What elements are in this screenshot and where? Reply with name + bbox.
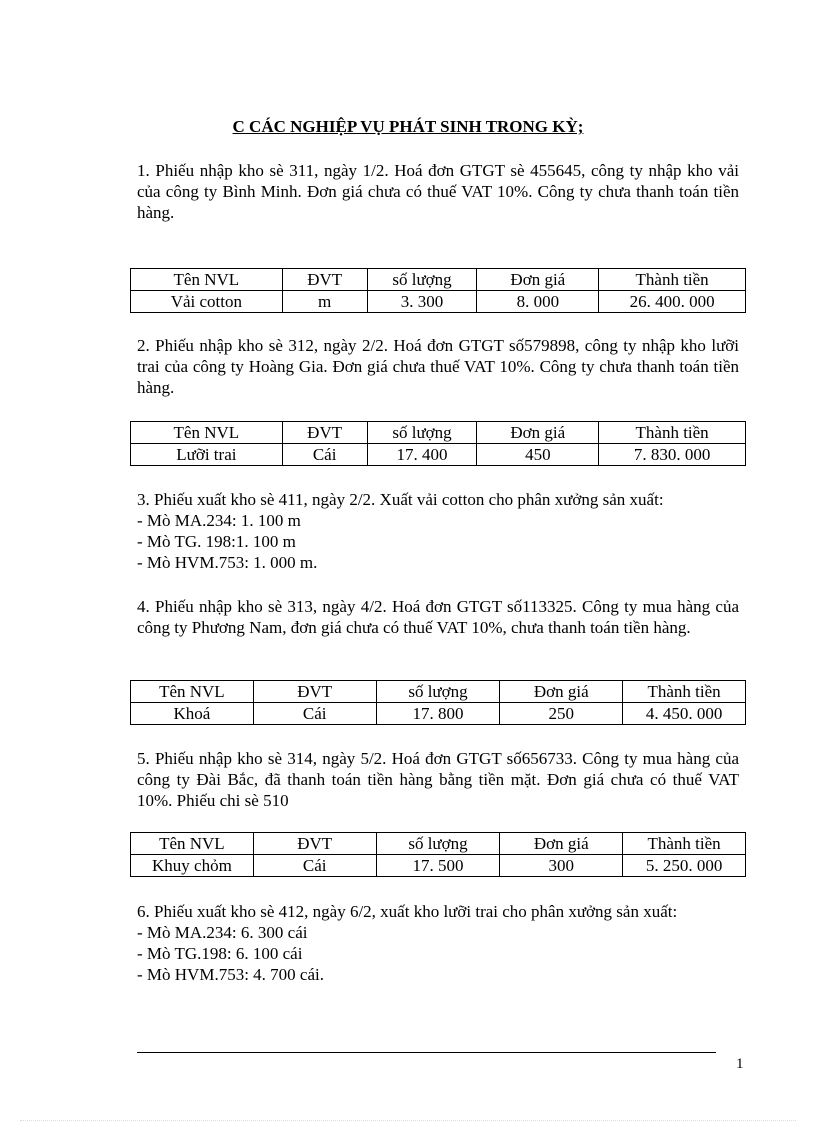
table-row — [131, 703, 746, 725]
cell-name: Khuy chỏm — [131, 855, 254, 877]
paragraph-line: 3. Phiếu xuất kho sè 411, ngày 2/2. Xuất vải cotton cho phân xưởng sản xuất: — [137, 490, 664, 509]
section-heading: C CÁC NGHIỆP VỤ PHÁT SINH TRONG KỲ; — [232, 117, 584, 136]
header-total: Thành tiền — [599, 422, 746, 444]
cell-unit: m — [282, 291, 367, 313]
cell-unit-price: 8. 000 — [477, 291, 599, 313]
cell-quantity: 17. 800 — [376, 703, 500, 725]
cell-total: 5. 250. 000 — [623, 855, 746, 877]
table-header-row — [131, 681, 746, 703]
list-item: - Mò HVM.753: 4. 700 cái. — [137, 965, 324, 984]
header-name: Tên NVL — [131, 833, 254, 855]
cell-unit: Cái — [253, 703, 376, 725]
cell-unit-price: 450 — [477, 444, 599, 466]
table-row — [131, 444, 746, 466]
cell-quantity: 17. 400 — [367, 444, 477, 466]
header-quantity: số lượng — [367, 269, 477, 291]
header-total: Thành tiền — [599, 269, 746, 291]
header-unit-price: Đơn giá — [500, 833, 623, 855]
paragraph-2: 2. Phiếu nhập kho sè 312, ngày 2/2. Hoá đơn GTGT số579898, công ty nhập kho lưỡi trai của công ty Hoàng Gia. Đơn giá chưa thuế VAT 10%. Công ty chưa thanh toán tiền hàng. — [137, 336, 739, 397]
header-quantity: số lượng — [367, 422, 477, 444]
header-total: Thành tiền — [623, 833, 746, 855]
paragraph-3 — [137, 489, 739, 573]
list-item: - Mò MA.234: 6. 300 cái — [137, 923, 308, 942]
material-table-4 — [130, 832, 746, 877]
header-unit: ĐVT — [282, 269, 367, 291]
header-name: Tên NVL — [131, 269, 283, 291]
material-table-1 — [130, 268, 746, 313]
cell-unit: Cái — [282, 444, 367, 466]
list-item: - Mò TG.198: 6. 100 cái — [137, 944, 303, 963]
cell-quantity: 3. 300 — [367, 291, 477, 313]
cell-total: 4. 450. 000 — [623, 703, 746, 725]
page-bottom-border — [20, 1120, 796, 1121]
paragraph-5: 5. Phiếu nhập kho sè 314, ngày 5/2. Hoá đơn GTGT số656733. Công ty mua hàng của công ty Đài Bắc, đã thanh toán tiền hàng bằng tiền mặt. Đơn giá chưa có thuế VAT 10%. Phiếu chi sè 510 — [137, 749, 739, 810]
header-quantity: số lượng — [376, 833, 500, 855]
cell-name: Lưỡi trai — [131, 444, 283, 466]
header-unit-price: Đơn giá — [477, 269, 599, 291]
paragraph-6 — [137, 901, 739, 985]
paragraph-line: 6. Phiếu xuất kho sè 412, ngày 6/2, xuất kho lưỡi trai cho phân xưởng sản xuất: — [137, 902, 678, 921]
header-unit: ĐVT — [253, 833, 376, 855]
header-name: Tên NVL — [131, 422, 283, 444]
header-name: Tên NVL — [131, 681, 254, 703]
material-table-3 — [130, 680, 746, 725]
list-item: - Mò HVM.753: 1. 000 m. — [137, 553, 318, 572]
header-unit-price: Đơn giá — [477, 422, 599, 444]
header-unit-price: Đơn giá — [500, 681, 623, 703]
cell-total: 7. 830. 000 — [599, 444, 746, 466]
material-table-2 — [130, 421, 746, 466]
list-item: - Mò TG. 198:1. 100 m — [137, 532, 296, 551]
cell-unit-price: 300 — [500, 855, 623, 877]
table-header-row — [131, 833, 746, 855]
cell-name: Khoá — [131, 703, 254, 725]
paragraph-4: 4. Phiếu nhập kho sè 313, ngày 4/2. Hoá đơn GTGT số113325. Công ty mua hàng của công ty Phương Nam, đơn giá chưa có thuế VAT 10%, chưa thanh toán tiền hàng. — [137, 597, 739, 637]
cell-unit-price: 250 — [500, 703, 623, 725]
footer-divider — [137, 1052, 716, 1053]
cell-quantity: 17. 500 — [376, 855, 500, 877]
header-unit: ĐVT — [282, 422, 367, 444]
cell-total: 26. 400. 000 — [599, 291, 746, 313]
header-total: Thành tiền — [623, 681, 746, 703]
table-row — [131, 855, 746, 877]
table-header-row — [131, 269, 746, 291]
cell-name: Vải cotton — [131, 291, 283, 313]
paragraph-1: 1. Phiếu nhập kho sè 311, ngày 1/2. Hoá đơn GTGT sè 455645, công ty nhập kho vải của công ty Bình Minh. Đơn giá chưa có thuế VAT 10%. Công ty chưa thanh toán tiền hàng. — [137, 161, 739, 222]
header-quantity: số lượng — [376, 681, 500, 703]
list-item: - Mò MA.234: 1. 100 m — [137, 511, 301, 530]
cell-unit: Cái — [253, 855, 376, 877]
table-row — [131, 291, 746, 313]
header-unit: ĐVT — [253, 681, 376, 703]
page-number: 1 — [736, 1056, 744, 1072]
table-header-row — [131, 422, 746, 444]
